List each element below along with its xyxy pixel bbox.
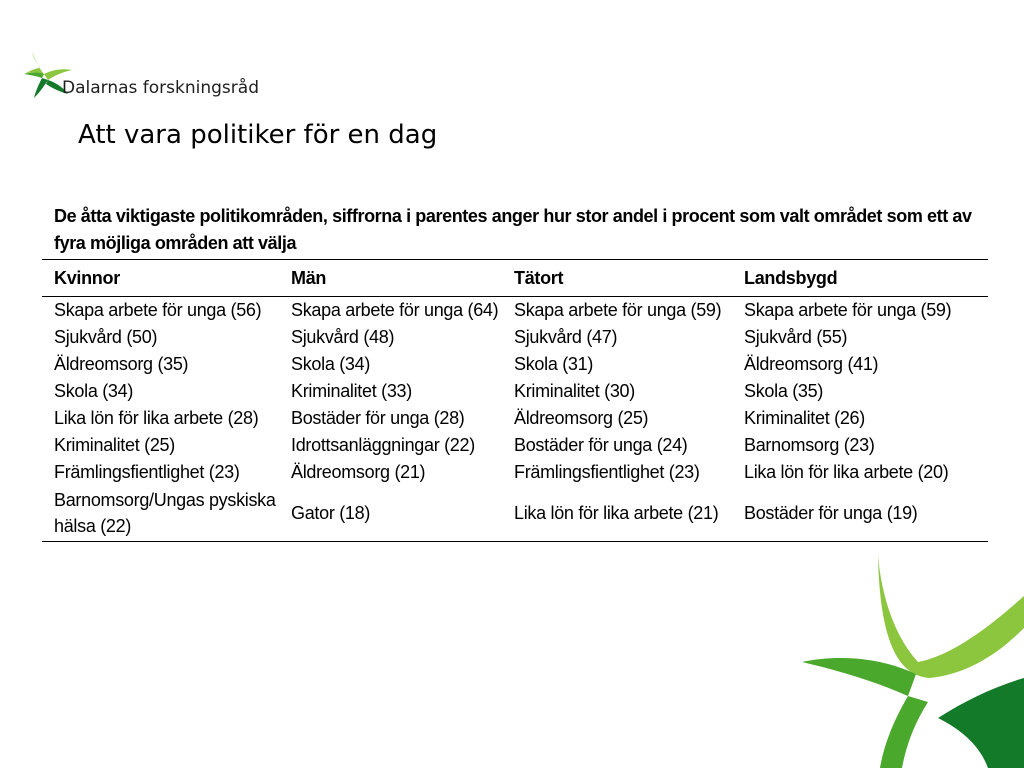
table-cell: Främlingsfientlighet (23) — [514, 461, 700, 482]
table-cell: Bostäder för unga (24) — [514, 434, 688, 455]
table-cell: Äldreomsorg (35) — [54, 353, 189, 374]
table-cell: Äldreomsorg (25) — [514, 407, 649, 428]
table-row — [42, 432, 988, 459]
table-cell: Skapa arbete för unga (64) — [291, 299, 499, 320]
table-cell: Främlingsfientlighet (23) — [54, 461, 240, 482]
table-row — [42, 297, 988, 324]
table-cell: Barnomsorg (23) — [744, 434, 875, 455]
table-cell: Äldreomsorg (41) — [744, 353, 879, 374]
table-cell: Skola (31) — [514, 353, 594, 374]
table-cell: Skola (34) — [54, 380, 134, 401]
table-cell: Bostäder för unga (28) — [291, 407, 465, 428]
table-row — [42, 351, 988, 378]
table-row — [42, 459, 988, 486]
table-row — [42, 378, 988, 405]
header-landsbygd: Landsbygd — [744, 267, 838, 288]
table-row — [42, 486, 988, 542]
table-cell: Skola (35) — [744, 380, 824, 401]
header-man: Män — [291, 267, 327, 288]
table-cell: Bostäder för unga (19) — [744, 503, 918, 524]
table-cell: Kriminalitet (33) — [291, 380, 412, 401]
header-kvinnor: Kvinnor — [54, 267, 120, 288]
slide-title: Att vara politiker för en dag — [78, 120, 438, 150]
table-cell: Kriminalitet (25) — [54, 434, 175, 455]
table-cell: Skapa arbete för unga (56) — [54, 299, 262, 320]
table-cell: Lika lön för lika arbete (28) — [54, 407, 259, 428]
table-cell: Lika lön för lika arbete (21) — [514, 503, 719, 524]
brand-logo — [22, 48, 259, 104]
brand-name: Dalarnas forskningsråd — [62, 78, 259, 98]
priorities-table — [42, 259, 988, 542]
table-cell: Idrottsanläggningar (22) — [291, 434, 475, 455]
decorative-star-icon — [790, 550, 1024, 768]
table-cell: Gator (18) — [291, 503, 371, 524]
table-cell: Skola (34) — [291, 353, 371, 374]
table-cell: Barnomsorg/Ungas pyskiska hälsa (22) — [54, 490, 276, 537]
table-cell: Lika lön för lika arbete (20) — [744, 461, 949, 482]
table-cell: Skapa arbete för unga (59) — [744, 299, 952, 320]
table-cell: Sjukvård (55) — [744, 326, 848, 347]
table-header-row — [42, 260, 988, 297]
table-cell: Kriminalitet (30) — [514, 380, 635, 401]
table-cell: Sjukvård (48) — [291, 326, 395, 347]
header-tatort: Tätort — [514, 267, 564, 288]
table-row — [42, 324, 988, 351]
table-caption: De åtta viktigaste politikområden, siffrorna i parentes anger hur stor andel i procent som valt området som ett av fyra möjliga områden att välja — [54, 206, 972, 253]
table-cell: Äldreomsorg (21) — [291, 461, 426, 482]
table-row — [42, 405, 988, 432]
table-cell: Skapa arbete för unga (59) — [514, 299, 722, 320]
table-cell: Sjukvård (47) — [514, 326, 618, 347]
table-cell: Kriminalitet (26) — [744, 407, 865, 428]
table-cell: Sjukvård (50) — [54, 326, 158, 347]
